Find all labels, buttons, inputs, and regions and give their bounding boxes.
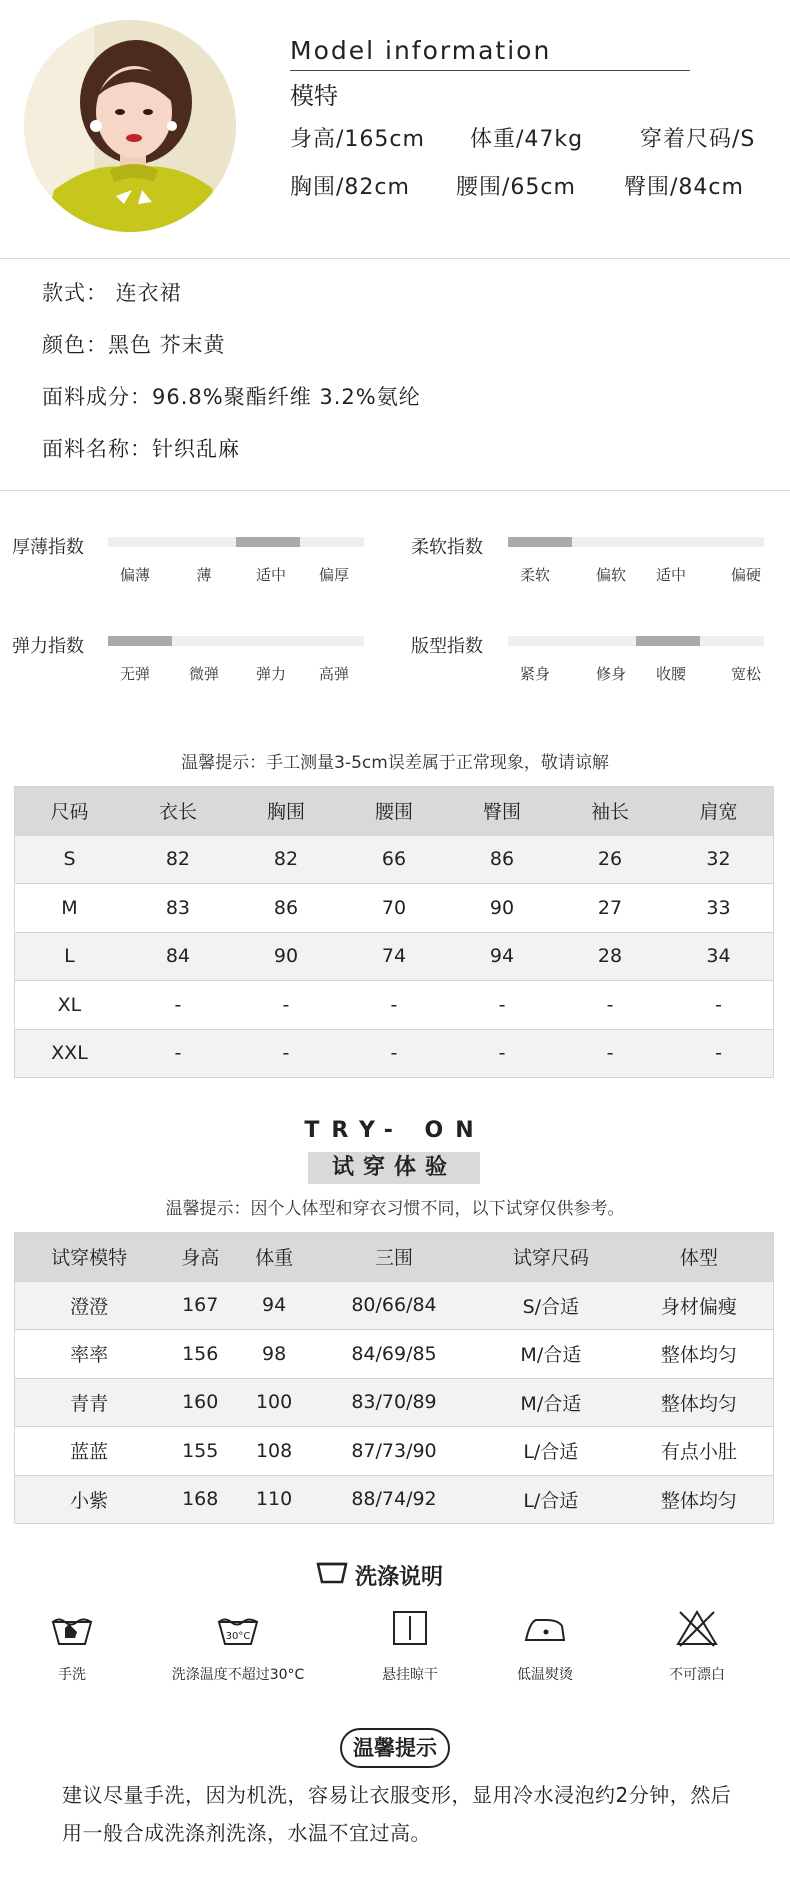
size-table-row [15, 1029, 774, 1078]
table-header-cell: 腰围 [340, 787, 448, 836]
table-cell: L/合适 [477, 1427, 625, 1476]
table-cell: 27 [556, 884, 664, 933]
wash-label: 洗涤温度不超过30°C [171, 1667, 305, 1683]
indicator-option: 无弹 [119, 665, 151, 683]
indicator-option: 修身 [595, 665, 627, 683]
size-table-row [15, 932, 774, 981]
table-cell: 155 [163, 1427, 237, 1476]
tryon-heading: TRY- ON [304, 1118, 486, 1143]
model-size: 穿着尺码/S [640, 127, 756, 152]
table-cell: 108 [237, 1427, 311, 1476]
model-weight: 体重/47kg [470, 127, 584, 152]
model-bust: 胸围/82cm [290, 175, 410, 200]
table-cell: 34 [664, 932, 773, 981]
tryon-note: 温馨提示：因个人体型和穿衣习惯不同，以下试穿仅供参考。 [165, 1199, 625, 1219]
product-style: 款式： 连衣裙 [42, 281, 182, 305]
indicator-option: 微弹 [188, 665, 220, 683]
table-cell: 74 [340, 932, 448, 981]
indicator-label: 版型指数 [411, 636, 483, 657]
indicator-fill [508, 537, 572, 547]
indicator-option: 偏软 [595, 566, 627, 584]
table-cell: - [232, 981, 340, 1030]
size-note: 温馨提示：手工测量3-5cm误差属于正常现象，敬请谅解 [181, 753, 609, 773]
size-table-row [15, 835, 774, 884]
wash-item-iron [460, 1608, 630, 1684]
no-bleach-icon [674, 1608, 720, 1648]
table-cell: L [15, 932, 124, 981]
table-header-cell: 试穿模特 [15, 1233, 164, 1282]
table-header-cell: 臀围 [448, 787, 556, 836]
model-subtitle: 模特 [290, 82, 338, 110]
wash-label: 手洗 [58, 1667, 86, 1683]
table-header-cell: 肩宽 [664, 787, 773, 836]
tryon-table-row [15, 1378, 774, 1427]
wash-label: 不可漂白 [669, 1667, 725, 1683]
indicator-track [508, 636, 764, 646]
wash-item-hand [0, 1608, 157, 1684]
table-cell: 66 [340, 835, 448, 884]
table-cell: - [664, 1029, 773, 1078]
wash-item-bleach [612, 1608, 782, 1684]
indicator-label: 弹力指数 [12, 636, 84, 657]
indicator-fill [108, 636, 172, 646]
washing-title: 洗涤说明 [355, 1565, 444, 1590]
table-cell: 澄澄 [15, 1281, 164, 1330]
divider [0, 490, 790, 491]
indicator-track [508, 537, 764, 547]
table-cell: 84/69/85 [311, 1330, 477, 1379]
indicator-option: 偏薄 [119, 566, 151, 584]
table-cell: 82 [232, 835, 340, 884]
table-cell: - [124, 981, 232, 1030]
product-fabric: 面料成分：96.8%聚酯纤维 3.2%氨纶 [42, 385, 421, 409]
hang-dry-icon [390, 1608, 430, 1648]
table-cell: M [15, 884, 124, 933]
svg-text:30°C: 30°C [225, 1631, 251, 1642]
indicator-option: 偏硬 [730, 566, 762, 584]
table-cell: S/合适 [477, 1281, 625, 1330]
table-cell: 整体均匀 [625, 1475, 774, 1524]
table-cell: - [448, 981, 556, 1030]
tryon-table-row [15, 1281, 774, 1330]
table-cell: - [340, 1029, 448, 1078]
table-cell: 110 [237, 1475, 311, 1524]
model-title-rule [290, 70, 690, 71]
wash-item-30 [153, 1608, 323, 1684]
indicator-option: 适中 [655, 566, 687, 584]
indicator-label: 柔软指数 [411, 537, 483, 558]
table-cell: - [664, 981, 773, 1030]
model-waist: 腰围/65cm [456, 175, 576, 200]
size-table-row [15, 884, 774, 933]
table-cell: 70 [340, 884, 448, 933]
wash-label: 低温熨烫 [517, 1667, 573, 1683]
table-cell: 有点小肚 [625, 1427, 774, 1476]
table-cell: S [15, 835, 124, 884]
indicator-option: 高弹 [318, 665, 350, 683]
model-hip: 臀围/84cm [624, 175, 744, 200]
table-cell: 98 [237, 1330, 311, 1379]
table-cell: XXL [15, 1029, 124, 1078]
indicator-fill [236, 537, 300, 547]
table-cell: XL [15, 981, 124, 1030]
low-iron-icon [522, 1608, 568, 1648]
table-cell: 87/73/90 [311, 1427, 477, 1476]
table-cell: 33 [664, 884, 773, 933]
wash-basin-icon [316, 1560, 348, 1584]
table-cell: 86 [448, 835, 556, 884]
table-cell: 小紫 [15, 1475, 164, 1524]
table-header-cell: 胸围 [232, 787, 340, 836]
table-cell: 167 [163, 1281, 237, 1330]
model-title: Model information [290, 36, 552, 65]
tryon-badge: 试穿体验 [308, 1152, 480, 1184]
model-avatar [24, 20, 236, 232]
table-header-cell: 三围 [311, 1233, 477, 1282]
table-cell: 26 [556, 835, 664, 884]
table-cell: 86 [232, 884, 340, 933]
table-header-cell: 试穿尺码 [477, 1233, 625, 1282]
indicator-option: 紧身 [519, 665, 551, 683]
table-cell: - [448, 1029, 556, 1078]
indicator-option: 收腰 [655, 665, 687, 683]
table-header-cell: 身高 [163, 1233, 237, 1282]
table-cell: 94 [448, 932, 556, 981]
indicator-track [108, 636, 364, 646]
wash-30-icon [215, 1608, 261, 1648]
indicator-option: 宽松 [730, 665, 762, 683]
table-cell: 整体均匀 [625, 1330, 774, 1379]
table-cell: 88/74/92 [311, 1475, 477, 1524]
table-cell: 32 [664, 835, 773, 884]
indicator-option: 偏厚 [318, 566, 350, 584]
table-cell: 100 [237, 1378, 311, 1427]
table-header-cell: 袖长 [556, 787, 664, 836]
hand-wash-icon [49, 1608, 95, 1648]
indicator-label: 厚薄指数 [12, 537, 84, 558]
table-cell: 94 [237, 1281, 311, 1330]
table-cell: L/合适 [477, 1475, 625, 1524]
table-cell: 83 [124, 884, 232, 933]
table-cell: 蓝蓝 [15, 1427, 164, 1476]
table-cell: M/合适 [477, 1330, 625, 1379]
table-cell: - [556, 981, 664, 1030]
size-table-header [15, 787, 774, 836]
table-cell: 身材偏瘦 [625, 1281, 774, 1330]
table-header-cell: 尺码 [15, 787, 124, 836]
table-cell: 青青 [15, 1378, 164, 1427]
indicator-option: 适中 [255, 566, 287, 584]
product-color: 颜色：黑色 芥末黄 [42, 333, 226, 357]
tryon-table-row [15, 1427, 774, 1476]
tryon-table-header [15, 1233, 774, 1282]
product-fabric-name: 面料名称：针织乱麻 [42, 437, 240, 461]
indicator-track [108, 537, 364, 547]
indicator-option: 柔软 [519, 566, 551, 584]
indicator-option: 弹力 [255, 665, 287, 683]
table-cell: 90 [448, 884, 556, 933]
table-cell: - [232, 1029, 340, 1078]
tryon-table-row [15, 1475, 774, 1524]
size-table [14, 786, 774, 1078]
table-cell: - [124, 1029, 232, 1078]
table-cell: 80/66/84 [311, 1281, 477, 1330]
table-cell: 82 [124, 835, 232, 884]
divider [0, 258, 790, 259]
table-cell: 90 [232, 932, 340, 981]
table-cell: - [340, 981, 448, 1030]
table-cell: 156 [163, 1330, 237, 1379]
table-cell: 160 [163, 1378, 237, 1427]
table-cell: 168 [163, 1475, 237, 1524]
tryon-table [14, 1232, 774, 1524]
indicator-option: 薄 [196, 566, 212, 584]
model-height: 身高/165cm [290, 127, 425, 152]
table-header-cell: 体型 [625, 1233, 774, 1282]
table-cell: M/合适 [477, 1378, 625, 1427]
table-cell: - [556, 1029, 664, 1078]
table-cell: 28 [556, 932, 664, 981]
size-table-row [15, 981, 774, 1030]
indicator-fill [636, 636, 700, 646]
table-cell: 率率 [15, 1330, 164, 1379]
table-header-cell: 衣长 [124, 787, 232, 836]
tryon-table-row [15, 1330, 774, 1379]
model-section [0, 0, 790, 258]
table-header-cell: 体重 [237, 1233, 311, 1282]
tip-text: 建议尽量手洗，因为机洗，容易让衣服变形，显用冷水浸泡约2分钟，然后用一般合成洗涤剂洗涤，水温不宜过高。 [62, 1783, 732, 1845]
table-cell: 84 [124, 932, 232, 981]
table-cell: 整体均匀 [625, 1378, 774, 1427]
wash-label: 悬挂晾干 [382, 1667, 438, 1683]
table-cell: 83/70/89 [311, 1378, 477, 1427]
tip-badge: 温馨提示 [340, 1728, 450, 1768]
